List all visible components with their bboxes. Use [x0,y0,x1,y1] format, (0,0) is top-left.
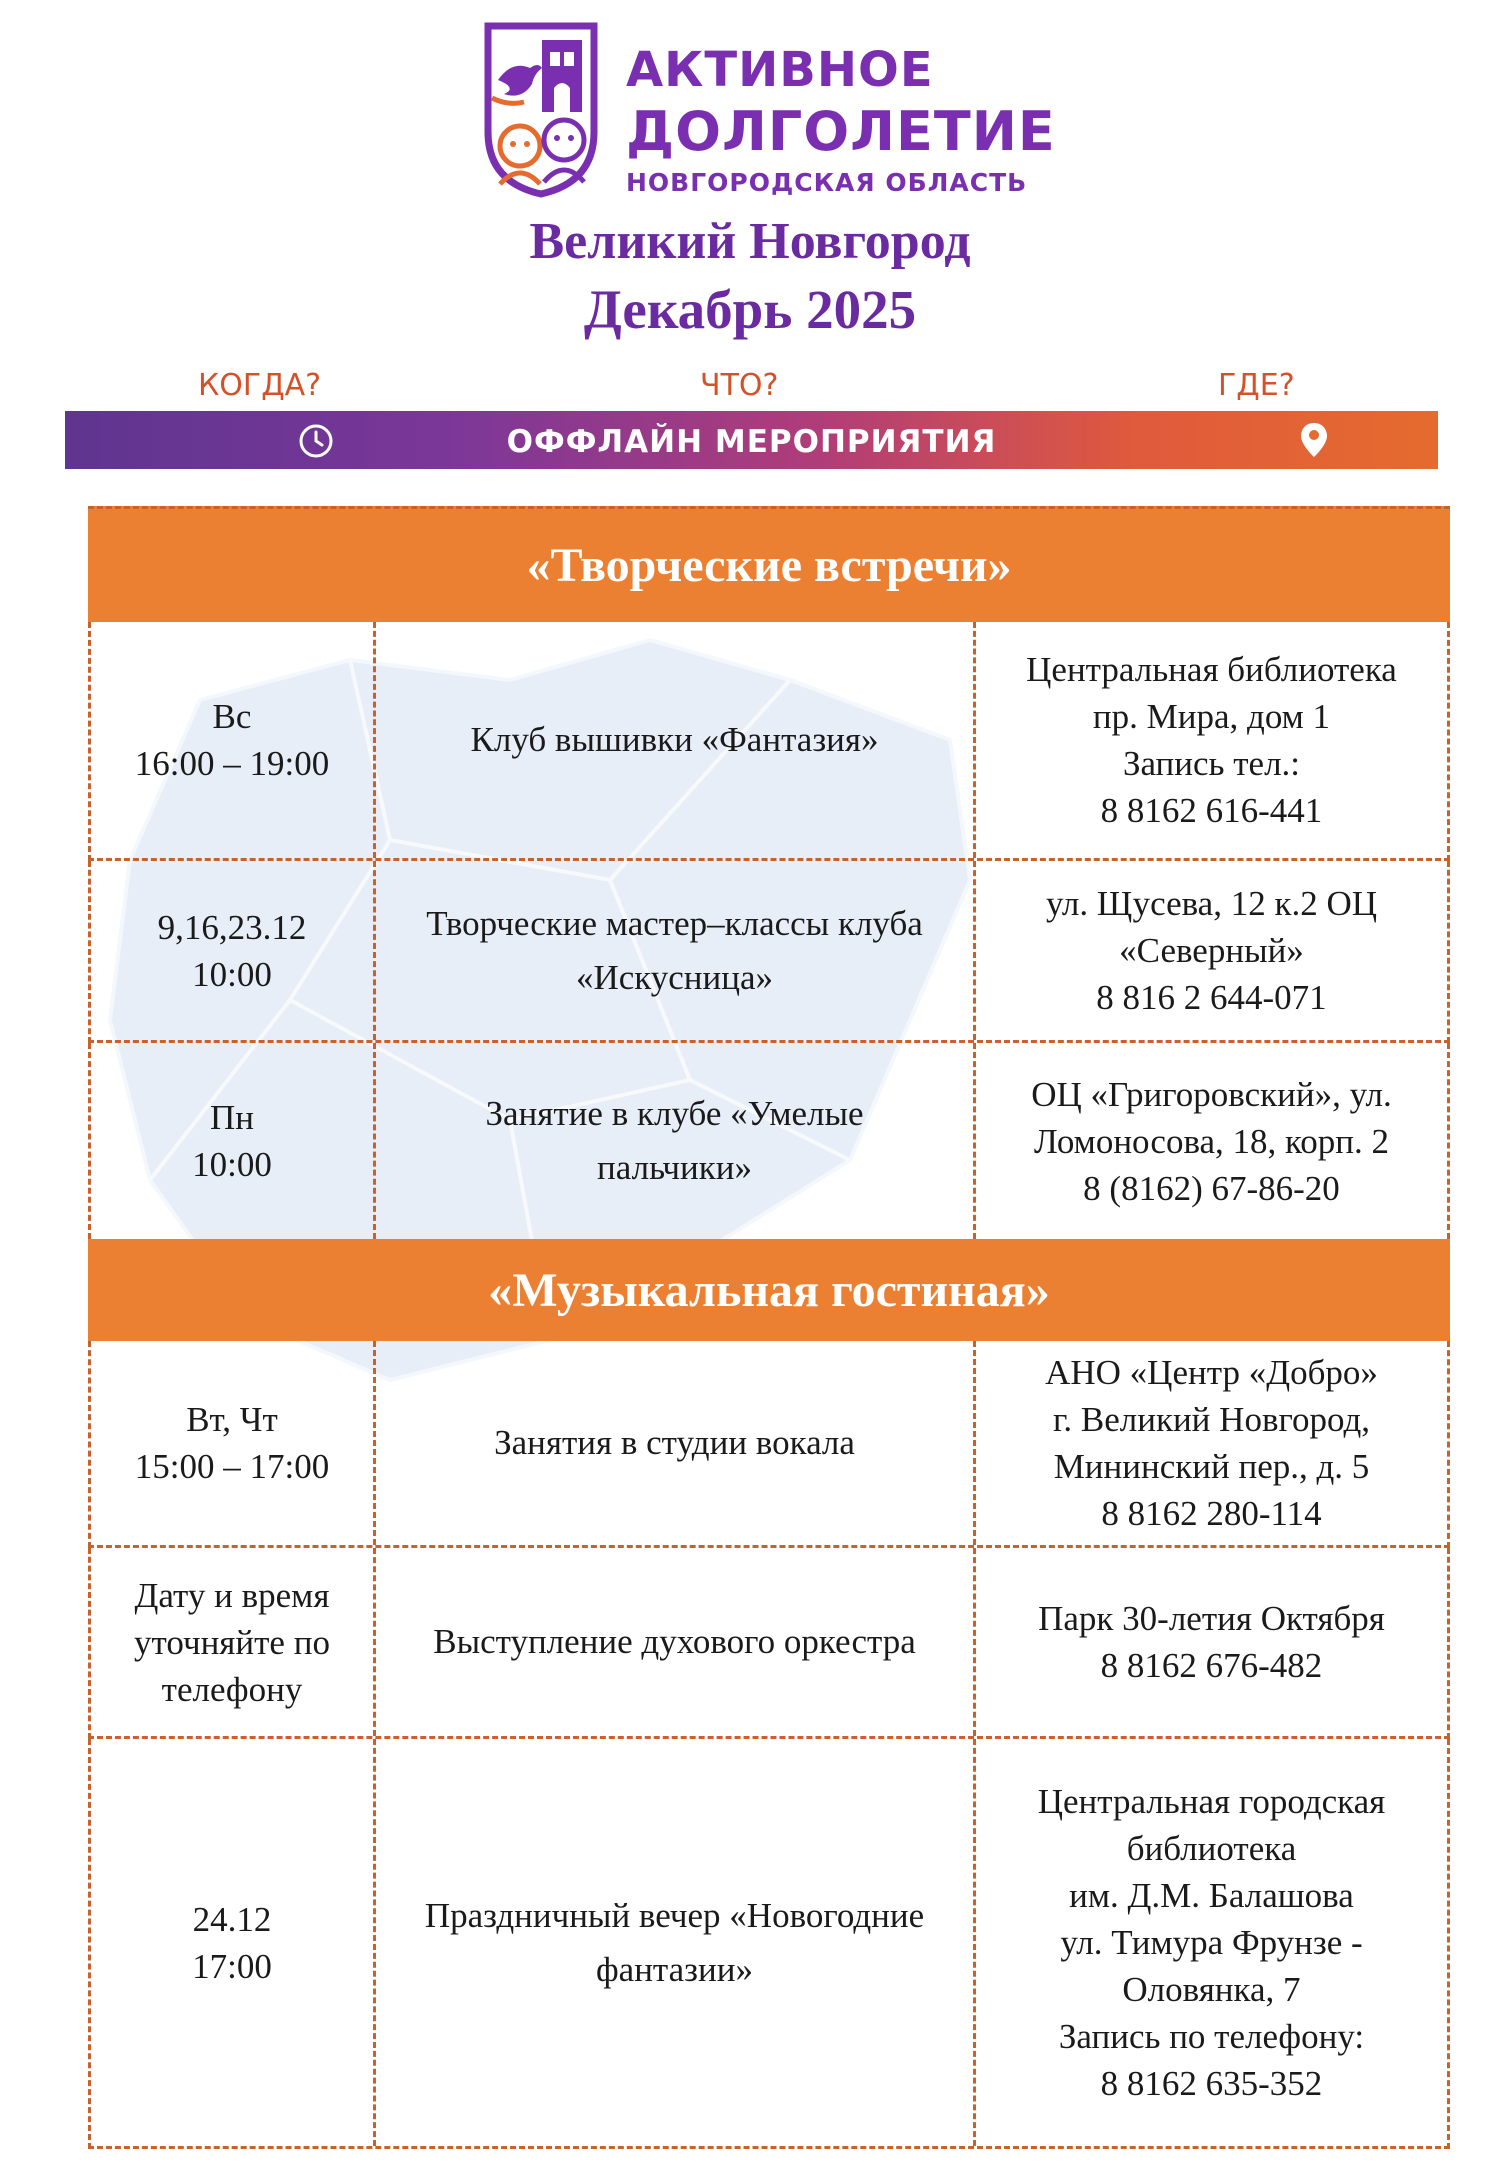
what-cell: Праздничный вечер «Новогодние фантазии» [376,1739,976,2146]
when-cell: 24.12 17:00 [91,1739,376,2146]
table-row [88,1739,1450,2149]
table-row [88,861,1450,1043]
table-row [88,622,1450,861]
logo-title-line1: АКТИВНОЕ [626,42,934,98]
location-pin-icon [1299,421,1329,459]
logo [478,22,1056,202]
table-row [88,1341,1450,1548]
nav-what-label: ЧТО? [700,368,779,403]
schedule-table [88,506,1450,2149]
when-cell: Пн 10:00 [91,1043,376,1239]
logo-title-line2: ДОЛГОЛЕТИЕ [626,100,1056,163]
where-cell: ОЦ «Григоровский», ул. Ломоносова, 18, корп. 2 8 (8162) 67-86-20 [1031,1074,1392,1208]
section-header: «Музыкальная гостиная» [88,1239,1450,1341]
where-cell: АНО «Центр «Добро» г. Великий Новгород, Мининский пер., д. 5 8 8162 280-114 [1045,1353,1378,1533]
city-title: Великий Новгород [529,213,971,270]
when-cell: Вс 16:00 – 19:00 [91,622,376,858]
what-cell: Клуб вышивки «Фантазия» [376,622,976,858]
nav-when-label: КОГДА? [198,368,322,403]
active-longevity-emblem-icon [478,22,604,198]
offline-events-banner [65,411,1438,469]
where-cell: Центральная городская библиотека им. Д.М. Балашова ул. Тимура Фрунзе - Оловянка, 7 Запись по телефону: 8 8162 635-352 [1037,1782,1386,2103]
where-cell: ул. Щусева, 12 к.2 ОЦ «Северный» 8 816 2 644-071 [1045,884,1378,1017]
what-cell: Занятие в клубе «Умелые пальчики» [376,1043,976,1239]
what-cell: Творческие мастер–классы клуба «Искусница» [376,861,976,1040]
nav-where-label: ГДЕ? [1218,368,1295,403]
where-cell: Парк 30-летия Октября 8 8162 676-482 [1038,1599,1385,1685]
what-cell: Занятия в студии вокала [376,1341,976,1545]
when-cell: Дату и время уточняйте по телефону [91,1548,376,1736]
month-title: Декабрь 2025 [583,279,917,340]
when-cell: Вт, Чт 15:00 – 17:00 [91,1341,376,1545]
when-cell: 9,16,23.12 10:00 [91,861,376,1040]
where-cell: Центральная библиотека пр. Мира, дом 1 Запись тел.: 8 8162 616-441 [1026,650,1397,830]
table-row [88,1043,1450,1239]
table-row [88,1548,1450,1739]
what-cell: Выступление духового оркестра [376,1548,976,1736]
section-header: «Творческие встречи» [88,506,1450,622]
logo-region: НОВГОРОДСКАЯ ОБЛАСТЬ [626,168,1028,197]
banner-title: ОФФЛАЙН МЕРОПРИЯТИЯ [506,424,997,460]
